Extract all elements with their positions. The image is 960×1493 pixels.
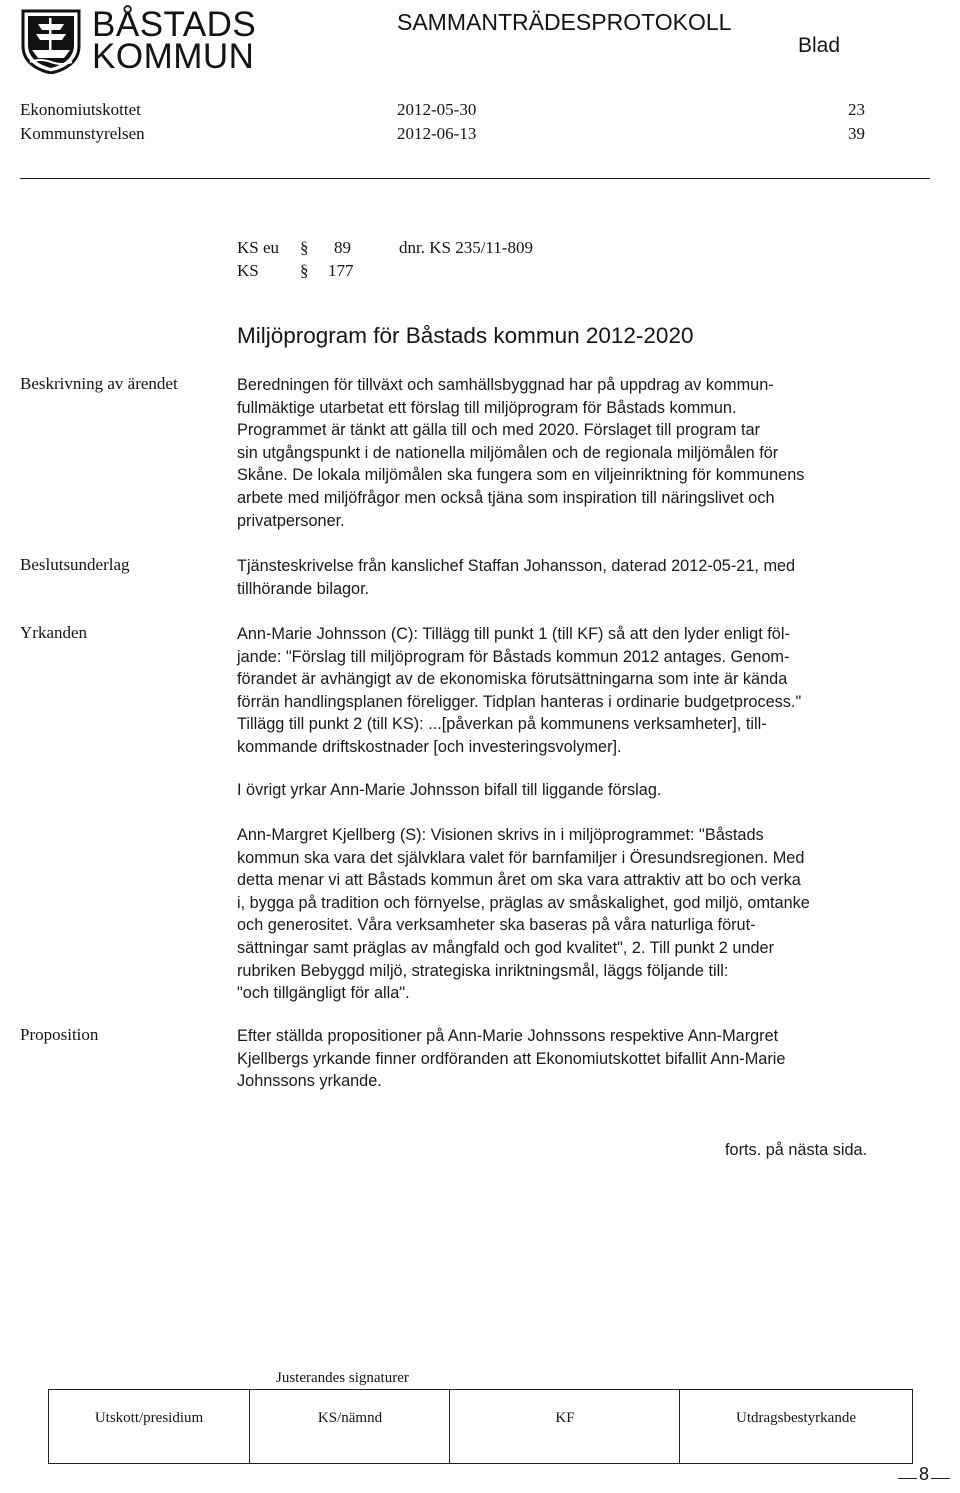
text-line: sin utgångspunkt i de nationella miljömålen och de regionala miljömålen för [237,443,779,462]
text-line: fullmäktige utarbetat ett förslag till miljöprogram för Båstads kommun. [237,398,737,417]
ref-body: KS [237,261,259,280]
text-line: Beredningen för tillväxt och samhällsbyggnad har på uppdrag av kommun- [237,376,774,394]
text-line: privatpersoner. [237,511,345,530]
section-label-description: Beskrivning av ärendet [20,374,178,393]
section-label-proposition: Proposition [20,1025,99,1044]
meeting-body: Kommunstyrelsen [20,124,145,143]
text-line: i, bygga på tradition och förnyelse, präglas av småskalighet, god miljö, omtanke [237,893,810,912]
signature-cell-label: Utskott/presidium [94,1410,204,1426]
section-label-motions: Yrkanden [20,623,88,642]
signature-cell-label: KF [555,1410,575,1426]
document-title: Miljöprogram för Båstads kommun 2012-2020 [237,323,694,348]
signature-cell-label: KS/nämnd [317,1410,383,1426]
org-name-line2: KOMMUN [92,37,255,76]
municipal-coat-of-arms-logo [20,8,82,74]
text-line: sättningar samt präglas av mångfald och god kvalitet", 2. Till punkt 2 under [237,938,775,957]
signature-cell [449,1390,680,1463]
decision-basis-text [237,555,795,600]
signature-cell [49,1390,249,1463]
text-line: jande: "Förslag till miljöprogram för Båstads kommun 2012 antages. Genom- [237,647,790,666]
signature-table [48,1389,913,1464]
diary-number: dnr. KS 235/11-809 [399,238,533,257]
motion-kjellberg [237,824,810,1005]
text-line: arbete med miljöfrågor men också tjäna som inspiration till näringslivet och [237,488,775,507]
text-line: förandet är avhängigt av de ekonomiska förutsättningarna som inte är kända [237,670,788,689]
signature-cell [249,1390,450,1463]
page-number: 23 [848,100,865,119]
text-line: tillhörande bilagor. [237,579,370,598]
text-line: Tjänsteskrivelse från kanslichef Staffan Johansson, daterad 2012-05-21, med [237,557,796,575]
text-line: kommun ska vara det självklara valet för barnfamiljer i Öresundsregionen. Med [237,848,805,867]
page-marker: 8 [919,1464,930,1484]
motion-johnsson [237,623,801,759]
ref-body: KS eu [237,238,280,257]
motion-johnsson-other [237,779,661,802]
text-line: Efter ställda propositioner på Ann-Marie Johnssons respektive Ann-Margret [237,1027,779,1045]
header-divider [20,178,930,179]
text-line: och generositet. Våra verksamheter ska baseras på våra naturliga förut- [237,916,756,935]
blad-label: Blad [798,34,841,57]
text-line: "och tillgängligt för alla". [237,984,410,1003]
description-text [237,374,804,532]
continued-note: forts. på nästa sida. [725,1141,868,1159]
text-line: kommande driftskostnader [och investeringsvolymer]. [237,737,622,756]
meeting-date: 2012-06-13 [397,124,477,143]
page-number: 39 [848,124,865,143]
signatures-heading: Justerandes signaturer [276,1370,409,1386]
signature-cell-label: Utdragsbestyrkande [736,1410,856,1426]
text-line: detta menar vi att Båstads kommun året om ska vara attraktiv att bo och verka [237,871,801,890]
text-line: förrän handlingsplanen föreligger. Tidplan hanteras i ordinarie budgetprocess." [237,692,802,711]
document-type: SAMMANTRÄDESPROTOKOLL [397,9,732,35]
text-line: Johnssons yrkande. [237,1072,382,1091]
meeting-body: Ekonomiutskottet [20,100,141,119]
ref-section-number: 177 [328,261,354,280]
signature-cell [679,1390,912,1463]
text-line: Programmet är tänkt att gälla till och med 2020. Förslaget till program tar [237,421,761,440]
section-label-decision-basis: Beslutsunderlag [20,555,130,574]
org-name-line1: BÅSTADS [92,5,257,44]
meeting-date: 2012-05-30 [397,100,477,119]
text-line: Skåne. De lokala miljömålen ska fungera som en viljeinriktning för kommunens [237,466,805,485]
text-line: Ann-Margret Kjellberg (S): Visionen skrivs in i miljöprogrammet: "Båstads [237,826,764,844]
text-line: Kjellbergs yrkande finner ordföranden att Ekonomiutskottet bifallit Ann-Marie [237,1049,786,1068]
text-line: rubriken Bebyggd miljö, strategiska inriktningsmål, läggs följande till: [237,961,729,980]
text-line: I övrigt yrkar Ann-Marie Johnsson bifall till liggande förslag. [237,781,662,799]
text-line: Tillägg till punkt 2 (till KS): ...[påverkan på kommunens verksamheter], till- [237,715,767,734]
ref-section-number: 89 [334,238,351,257]
section-symbol: § [300,238,309,257]
proposition-text [237,1025,785,1093]
section-symbol: § [300,261,309,280]
text-line: Ann-Marie Johnsson (C): Tillägg till punkt 1 (till KF) så att den lyder enligt föl- [237,625,790,643]
